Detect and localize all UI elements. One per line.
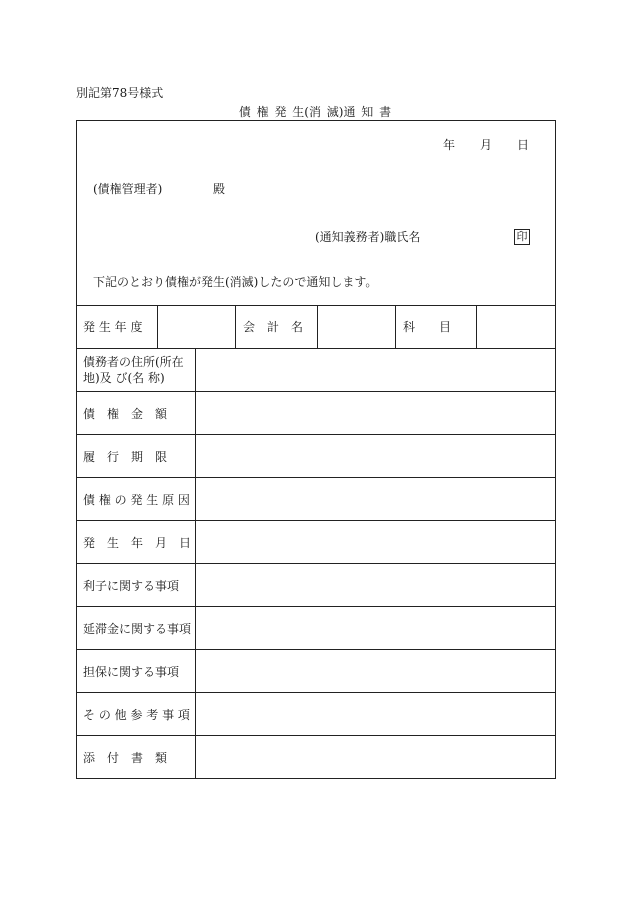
claim-cause-label: 債 権 の 発 生 原 因 [83,493,190,507]
divider-info-col-4 [395,305,396,348]
fiscal-year-label: 発 生 年 度 [83,320,143,334]
attached-documents-field[interactable] [196,736,554,777]
accounting-name-field[interactable] [318,306,394,347]
date-year-label: 年 [443,138,456,152]
other-reference-label: そ の 他 参 考 事 項 [83,708,190,722]
fiscal-year-field[interactable] [158,306,234,347]
performance-deadline-label: 履 行 期 限 [83,450,168,464]
other-reference-field[interactable] [196,693,554,734]
subject-item-field[interactable] [477,306,554,347]
recipient-honorific: 殿 [213,182,226,196]
subject-item-label: 科 目 [403,320,452,334]
debtor-address-field[interactable] [196,349,554,390]
interest-matters-label: 利子に関する事項 [83,579,180,593]
attached-documents-label: 添 付 書 類 [83,751,168,765]
security-matters-label: 担保に関する事項 [83,665,180,679]
occurrence-date-field[interactable] [196,521,554,562]
recipient-label: (債権管理者) [93,182,163,196]
form-title: 債 権 発 生(消 滅)通 知 書 [238,105,392,119]
occurrence-date-label: 発 生 年 月 日 [83,536,192,550]
notifier-label: (通知義務者)職氏名 [315,230,421,244]
late-charge-matters-field[interactable] [196,607,554,648]
form-number-label: 別記第78号様式 [76,86,164,100]
security-matters-field[interactable] [196,650,554,691]
divider-info-col-2 [235,305,236,348]
late-charge-matters-label: 延滞金に関する事項 [83,622,192,636]
claim-amount-field[interactable] [196,392,554,433]
seal-mark: 印 [514,229,530,245]
claim-cause-field[interactable] [196,478,554,519]
notice-body-text: 下記のとおり債権が発生(消滅)したので通知します。 [93,275,378,289]
date-day-label: 日 [517,138,530,152]
date-month-label: 月 [480,138,493,152]
debtor-address-label: 債務者の住所(所在地)及 び(名 称) [83,355,184,385]
interest-matters-field[interactable] [196,564,554,605]
form-table [76,120,556,779]
claim-amount-label: 債 権 金 額 [83,407,168,421]
performance-deadline-field[interactable] [196,435,554,476]
accounting-name-label: 会 計 名 [243,320,304,334]
